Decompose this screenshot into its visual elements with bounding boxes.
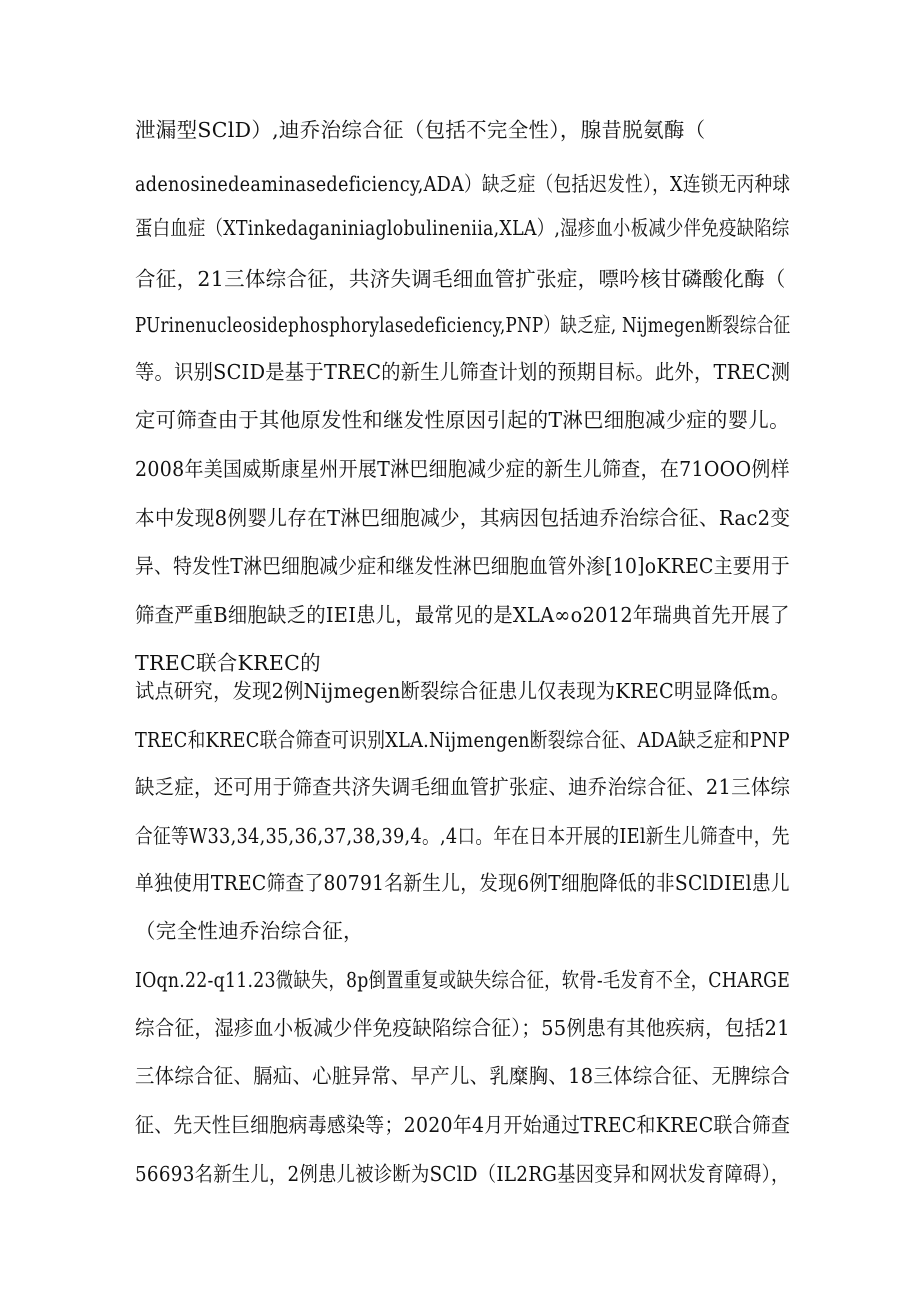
text-line-3: 蛋白血症（XTinkedaganiniaglobulineniia,XLA）,湿疹血小板减少伴免疫缺陷综 [135, 216, 790, 240]
text-line-14: TREC和KREC联合筛查可识别XLA.Nijmengen断裂综合征、ADA缺乏症和PNP [135, 728, 790, 752]
text-line-18: （完全性迪乔治综合征， [135, 919, 364, 943]
text-line-6: 等。识别SCID是基于TREC的新生儿筛查计划的预期目标。此外，TREC测 [135, 360, 791, 384]
text-line-1: 泄漏型SClD）,迪乔治综合征（包括不完全性），腺昔脱氨酶（ [135, 118, 706, 142]
text-line-22: 征、先天性巨细胞病毒感染等；2020年4月开始通过TREC和KREC联合筛查 [135, 1113, 791, 1137]
text-line-12: TREC联合KREC的 [135, 651, 321, 675]
text-line-10: 异、特发性T淋巴细胞减少症和继发性淋巴细胞血管外渗[10]oKREC主要用于 [135, 554, 790, 578]
text-line-23: 56693名新生儿，2例患儿被诊断为SClD（IL2RG基因变异和网状发育障碍）， [135, 1162, 790, 1186]
text-line-15: 缺乏症，还可用于筛查共济失调毛细血管扩张症、迪乔治综合征、21三体综 [135, 775, 791, 799]
text-line-16: 合征等W33,34,35,36,37,38,39,4。,4口。年在日本开展的IEl新生儿筛查中，先 [135, 824, 790, 848]
text-line-2: adenosinedeaminasedeficiency,ADA）缺乏症（包括迟发性），X连锁无丙种球 [135, 172, 791, 196]
text-line-4: 合征，21三体综合征，共济失调毛细血管扩张症，嘌吟核甘磷酸化酶（ [135, 267, 786, 291]
text-line-13: 试点研究，发现2例Nijmegen断裂综合征患儿仅表现为KREC明显降低m。 [135, 679, 791, 703]
text-line-17: 单独使用TREC筛查了80791名新生儿，发现6例T细胞降低的非SClDIEl患儿 [135, 871, 790, 895]
text-line-21: 三体综合征、膈疝、心脏异常、早产儿、乳糜胸、18三体综合征、无脾综合 [135, 1064, 791, 1088]
text-line-9: 本中发现8例婴儿存在T淋巴细胞减少，其病因包括迪乔治综合征、Rac2变 [135, 506, 791, 530]
text-line-20: 综合征，湿疹血小板减少伴免疫缺陷综合征）；55例患有其他疾病，包括21 [135, 1016, 790, 1040]
text-line-5: PUrinenucleosidephosphorylasedeficiency,PNP）缺乏症, Nijmegen断裂综合征 [135, 313, 791, 337]
text-line-19: IOqn.22-q11.23微缺失，8p倒置重复或缺失综合征，软骨-毛发育不全，CHARGE [135, 968, 791, 992]
text-line-8: 2008年美国威斯康星州开展T淋巴细胞减少症的新生儿筛查，在71OOO例样 [135, 457, 790, 481]
text-line-7: 定可筛查由于其他原发性和继发性原因引起的T淋巴细胞减少症的婴儿。 [135, 408, 790, 432]
text-line-11: 筛查严重B细胞缺乏的IEI患儿，最常见的是XLA∞o2012年瑞典首先开展了 [135, 603, 790, 627]
